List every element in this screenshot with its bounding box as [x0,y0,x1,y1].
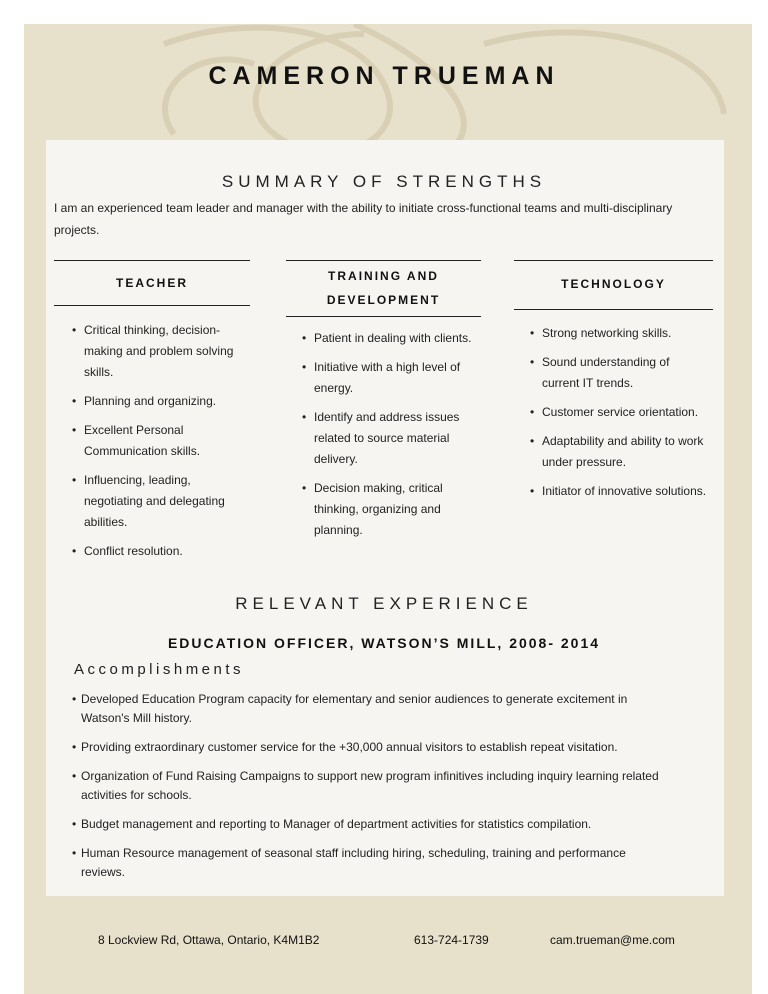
list-item: • Initiative with a high level of energy. [302,357,472,399]
accomplishments-heading: Accomplishments [74,661,245,678]
list-item: • Sound understanding of current IT trends. [530,352,710,394]
training-heading [286,264,481,312]
teacher-list [72,320,252,562]
summary-text: I am an experienced team leader and manager with the ability to initiate cross-functional teams and multi-disciplinary projects. [54,201,673,237]
list-item: • Providing extraordinary customer service for the +30,000 annual visitors to establish repeat visitation. [72,738,672,757]
list-item: • Strong networking skills. [530,323,710,344]
list-item: • Adaptability and ability to work under pressure. [530,431,710,473]
list-item: • Budget management and reporting to Manager of department activities for statistics compilation. [72,815,672,834]
accomplishments-list [72,690,672,882]
list-item: • Conflict resolution. [72,541,252,562]
list-item: • Critical thinking, decision-making and problem solving skills. [72,320,252,383]
list-item: • Initiator of innovative solutions. [530,481,710,502]
list-item: • Identify and address issues related to source material delivery. [302,407,472,470]
technology-top-rule [514,260,713,261]
technology-list [530,323,710,502]
teacher-heading: TEACHER [115,276,188,290]
training-bottom-rule [286,316,481,317]
list-item: • Developed Education Program capacity for elementary and senior audiences to generate excitement in Watson's Mill history. [72,690,672,728]
list-item: • Influencing, leading, negotiating and delegating abilities. [72,470,252,533]
technology-heading: TECHNOLOGY [561,277,666,291]
list-item: • Human Resource management of seasonal staff including hiring, scheduling, training and performance reviews. [72,844,672,882]
footer-address: 8 Lockview Rd, Ottawa, Ontario, K4M1B2 [98,933,320,947]
training-heading-line2: DEVELOPMENT [326,293,441,307]
list-item: • Decision making, critical thinking, organizing and planning. [302,478,472,541]
list-item: • Excellent Personal Communication skills. [72,420,252,462]
technology-bottom-rule [514,309,713,310]
list-item: • Customer service orientation. [530,402,710,423]
teacher-top-rule [54,260,250,261]
job-title: EDUCATION OFFICER, WATSON’S MILL, 2008- 2014 [167,635,601,651]
footer-email: cam.trueman@me.com [550,933,675,947]
experience-heading: RELEVANT EXPERIENCE [235,594,533,613]
resume-name: CAMERON TRUEMAN [208,62,560,90]
footer-phone: 613-724-1739 [414,933,489,947]
summary-heading: SUMMARY OF STRENGTHS [221,172,547,191]
list-item: • Patient in dealing with clients. [302,328,472,349]
list-item: • Organization of Fund Raising Campaigns to support new program infinitives including inquiry learning related activities for schools. [72,767,672,805]
list-item: • Planning and organizing. [72,391,252,412]
teacher-bottom-rule [54,305,250,306]
training-heading-line1: TRAINING AND [328,269,439,283]
training-list [302,328,472,541]
training-top-rule [286,260,481,261]
